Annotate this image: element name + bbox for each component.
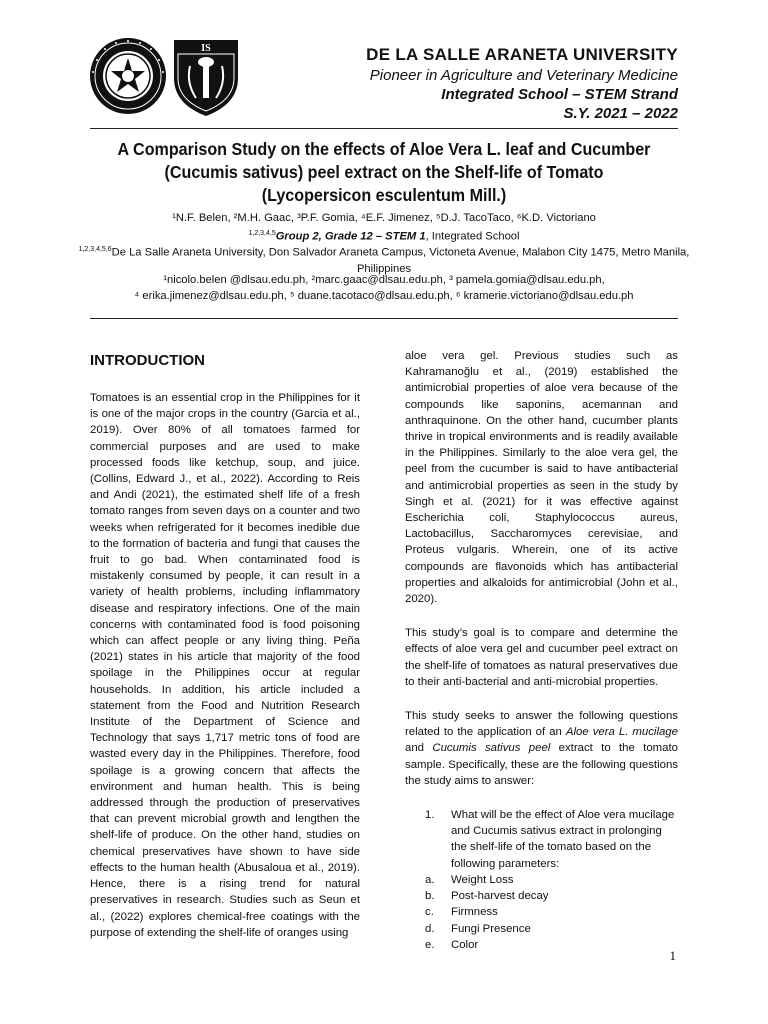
group-school: , Integrated School — [425, 230, 520, 243]
parameter-text: Color — [451, 938, 479, 951]
parameter-letter: e. — [425, 938, 435, 951]
page-number: 1 — [669, 948, 676, 963]
text-run: and — [405, 742, 433, 755]
paper-title: A Comparison Study on the effects of Aloe Vera L. leaf and Cucumber (Cucumis sativus) peel extract on the Shelf-life of Tomato (Lycopersicon esculentum Mill.) — [117, 139, 651, 205]
right-column — [405, 348, 678, 953]
question-text: What will be the effect of Aloe vera mucilage and Cucumis sativus extract in prolonging the shelf-life of the tomato based on the following parameters: — [451, 809, 675, 870]
body-paragraph: This study’s goal is to compare and determine the effects of aloe vera gel and cucumber peel extract on the shelf-life of tomatoes as natural preservatives due to their anti-bacterial and anti-microbial properties. — [405, 627, 678, 688]
header-divider — [90, 128, 678, 129]
body-paragraph: aloe vera gel. Previous studies such as Kahramanoğlu et al., (2019) established the antimicrobial properties of aloe vera because of the compounds like saponins, acemannan and anthraquinone. On the other hand, cucumber plants thrive in tropical environments and is readily available in the Philippines. Similarly to the aloe vera gel, the peel from the cucumber is said to have antibacterial and antimicrobial properties as seen in the study by Singh et al. (2021) for it was effective against Escherichia coli, Staphylococcus aureus, Lactobacillus, Saccharomyces cerevisiae, and Proteus vulgaris. Wherein, one of its active compounds are flavonoids which has antibacterial properties and alkaloids for antimicrobial (John et al., 2020). — [405, 350, 678, 606]
parameter-text: Fungi Presence — [451, 922, 531, 935]
parameter-letter: c. — [425, 906, 434, 919]
parameter-letter: d. — [425, 922, 435, 935]
school-strand: Integrated School – STEM Strand — [441, 86, 678, 103]
parameter-letter: a. — [425, 873, 435, 886]
affiliation-text: De La Salle Araneta University, Don Salvador Araneta Campus, Victoneta Avenue, Malabon City 1475, Metro Manila, Philippines — [111, 246, 690, 275]
parameter-text: Post-harvest decay — [451, 890, 549, 903]
logo-text: IS — [201, 43, 211, 54]
parameter-item — [405, 904, 678, 920]
text-run: extract to the tomato sample. Specifically, these are the following questions the study aims to answer: — [405, 742, 678, 787]
text-run: This study seeks to answer the following questions related to the application of an — [405, 710, 678, 739]
parameter-item — [405, 888, 678, 904]
section-heading: INTRODUCTION — [90, 352, 205, 369]
logos — [88, 36, 248, 118]
affiliation-superscript: 1,2,3,4,5,6 — [78, 246, 112, 253]
intro-paragraph: Tomatoes is an essential crop in the Philippines for it is one of the major crops in the country (Garcia et al., 2019). Over 80% of all tomatoes farmed for commercial purposes and are used to make processed foods like ketchup, soup, and juice. (Collins, Edward J., et al., 2022). According to Reis and Andi (2021), the estimated shelf life of a fresh tomato ranges from seven days on a counter and two weeks when refrigerated for it becomes inedible due to the formation of bacteria and fungi that causes the fruit to go bad. When contaminated food is mistakenly consumed by people, it can result in a variety of health problems, including inflammatory disease and respiratory infections. One of the main concerns with contaminated food is food poisoning which can affect people or any living thing. Peña (2021) states in his article that majority of the food spoilage in the Philippines occur at regular households. In addition, his article included a statement from the Food and Nutrition Research Institute of the Department of Science and Technology that says 1,717 metric tons of food are wasted every day in the Philippines. Therefore, food spoilage is a growing concern that affects the environment and human health. This is being addressed through the production of preservatives that can prevent microbial growth and lengthen the shelf-life of produce. On the other hand, studies on chemical preservatives have shown to have side effects to the human health (Abusaloua et al., 2019). Hence, there is a rising trend for natural preservatives in research. Studies such as Seun et al., (2022) explores chemical-free coatings with the purpose of extending the shelf-life of oranges using — [90, 392, 360, 939]
group-superscript: 1,2,3,4,5 — [248, 230, 276, 237]
left-column — [90, 350, 360, 959]
group-label: Group 2, Grade 12 – STEM 1 — [275, 230, 426, 243]
list-item — [405, 807, 678, 872]
university-motto: Pioneer in Agriculture and Veterinary Medicine — [369, 67, 678, 84]
parameter-text: Weight Loss — [451, 873, 514, 886]
email-line: ¹nicolo.belen @dlsau.edu.ph, ²marc.gaac@dlsau.edu.ph, ³ pamela.gomia@dlsau.edu.ph, — [163, 274, 605, 286]
italic-term: Cucumis sativus peel — [432, 742, 551, 755]
parameter-letter: b. — [425, 890, 435, 903]
university-header — [258, 44, 678, 123]
integrated-school-shield-logo — [166, 38, 246, 118]
title-divider — [90, 318, 678, 319]
university-seal-logo — [88, 36, 168, 116]
email-list — [70, 272, 698, 304]
list-number: 1. — [425, 809, 435, 822]
parameter-item — [405, 921, 678, 937]
author-list: ¹N.F. Belen, ²M.H. Gaac, ³P.F. Gomia, ⁴E.F. Jimenez, ⁵D.J. TacoTaco, ⁶K.D. Victoriano — [172, 212, 596, 224]
parameter-item — [405, 872, 678, 888]
question-list — [405, 807, 678, 953]
school-year: S.Y. 2021 – 2022 — [563, 105, 678, 122]
parameter-text: Firmness — [451, 906, 498, 919]
email-line: ⁴ erika.jimenez@dlsau.edu.ph, ⁵ duane.tacotaco@dlsau.edu.ph, ⁶ kramerie.victoriano@dlsau.edu.ph — [134, 290, 634, 302]
body-paragraph — [405, 708, 678, 789]
parameter-item — [405, 937, 678, 953]
italic-term: Aloe vera L. mucilage — [565, 726, 678, 739]
university-name: DE LA SALLE ARANETA UNIVERSITY — [366, 45, 678, 64]
